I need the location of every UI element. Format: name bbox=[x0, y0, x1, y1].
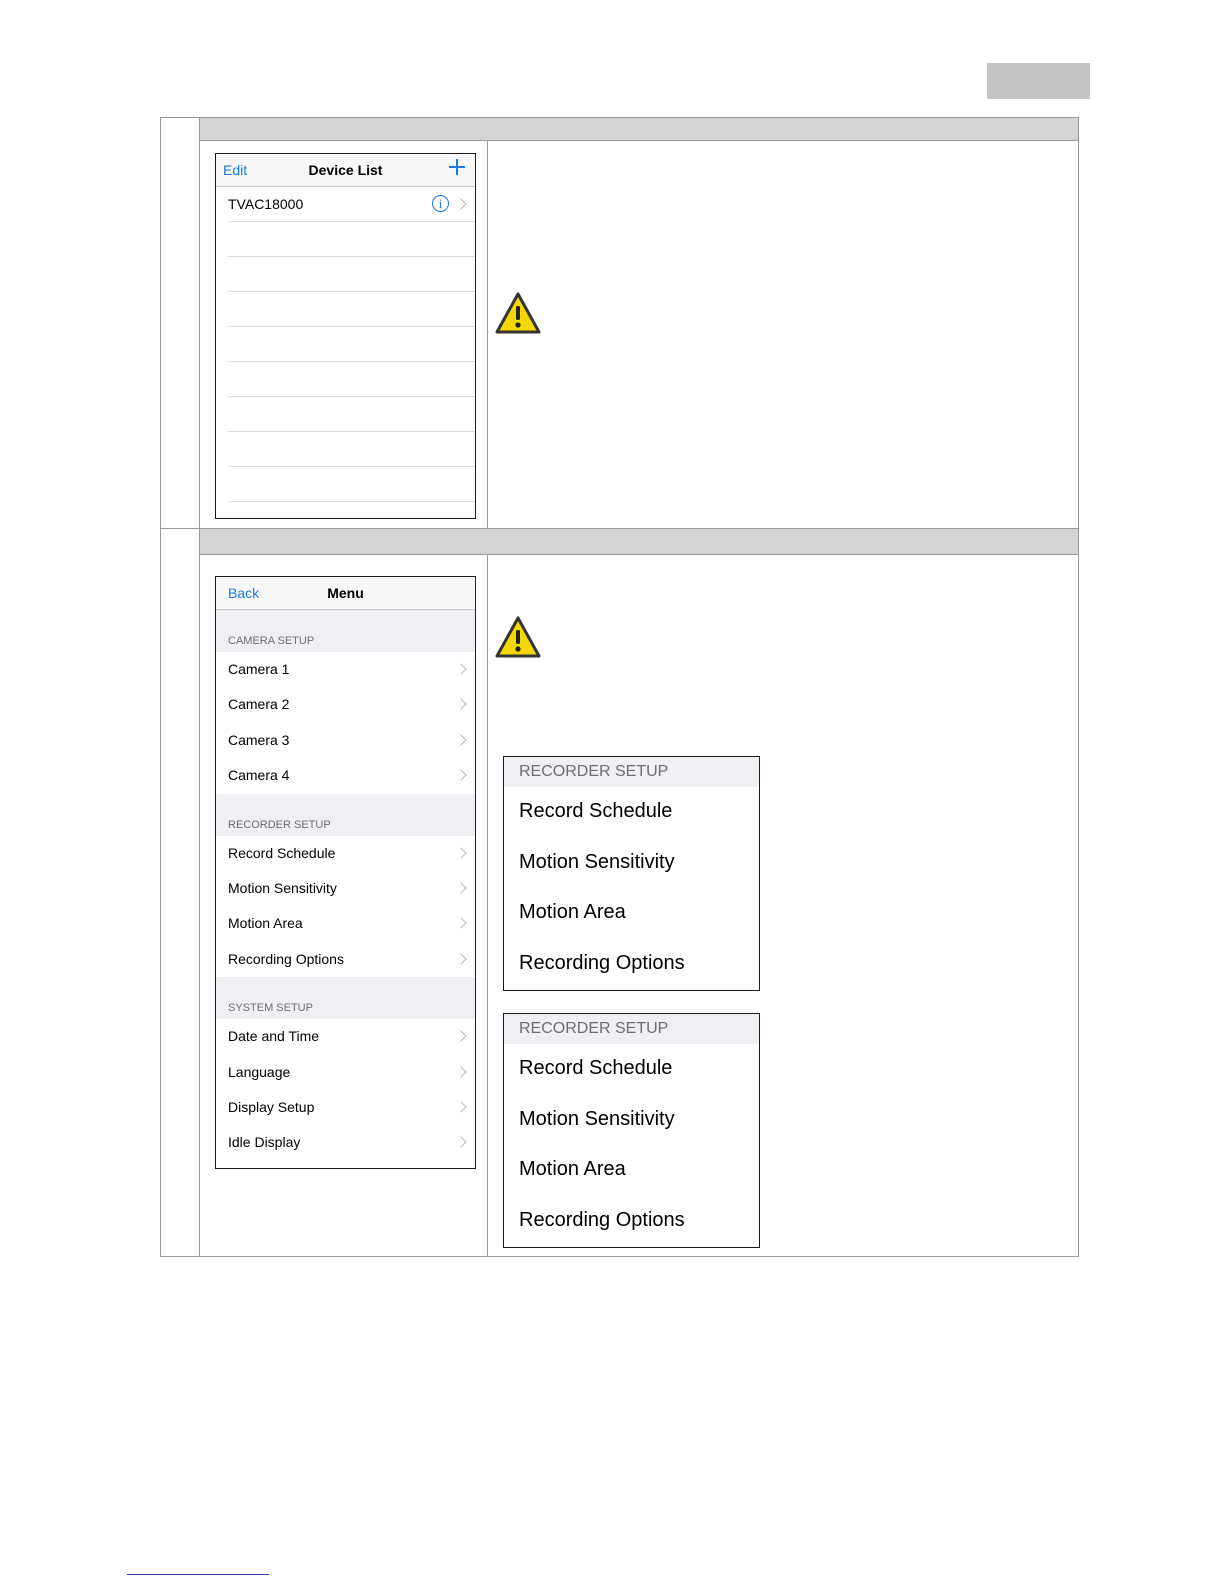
device-list-title: Device List bbox=[308, 162, 383, 178]
menu-title: Menu bbox=[327, 585, 364, 601]
device-list bbox=[216, 187, 475, 502]
footer-link-line bbox=[127, 1574, 269, 1575]
menu-item-label: Idle Display bbox=[228, 1134, 301, 1151]
menu-item-motion-sensitivity[interactable]: Motion Sensitivity bbox=[519, 850, 675, 873]
row-1-header-band bbox=[199, 118, 1078, 140]
info-icon[interactable]: i bbox=[432, 195, 449, 212]
chevron-right-icon bbox=[455, 770, 466, 781]
empty-device-row bbox=[228, 362, 475, 397]
chevron-right-icon bbox=[455, 1137, 466, 1148]
empty-device-row bbox=[228, 292, 475, 327]
menu-item-label: Recording Options bbox=[228, 950, 344, 967]
menu-item-label: Date and Time bbox=[228, 1028, 320, 1045]
section-header-camera-setup bbox=[216, 610, 475, 652]
menu-item-date-and-time[interactable] bbox=[216, 1019, 475, 1054]
section-header: RECORDER SETUP bbox=[504, 757, 759, 787]
menu-item-record-schedule[interactable]: Record Schedule bbox=[519, 800, 673, 822]
menu-item-record-schedule[interactable] bbox=[216, 836, 475, 871]
empty-device-row bbox=[228, 432, 475, 467]
menu-item-camera-2[interactable] bbox=[216, 687, 475, 722]
menu-item-camera-3[interactable] bbox=[216, 723, 475, 758]
chevron-right-icon bbox=[455, 1030, 466, 1041]
menu-item-record-schedule[interactable]: Record Schedule bbox=[519, 1057, 673, 1079]
empty-device-row bbox=[228, 257, 475, 292]
menu-item-label: Display Setup bbox=[228, 1098, 315, 1115]
chevron-right-icon bbox=[455, 882, 466, 893]
menu-item-label: Camera 4 bbox=[228, 767, 290, 784]
menu-item-motion-area[interactable]: Motion Area bbox=[519, 1158, 626, 1181]
menu-item-label: Language bbox=[228, 1063, 291, 1080]
menu-item-recording-options[interactable] bbox=[216, 942, 475, 977]
chevron-right-icon bbox=[455, 699, 466, 710]
section-header-system-setup bbox=[216, 977, 475, 1019]
empty-device-row bbox=[228, 327, 475, 362]
chevron-right-icon bbox=[455, 734, 466, 745]
menu-item-label: Camera 1 bbox=[228, 661, 290, 677]
menu-item-motion-area[interactable]: Motion Area bbox=[519, 901, 626, 924]
empty-device-row bbox=[228, 397, 475, 432]
menu-item-label: Camera 2 bbox=[228, 696, 290, 713]
menu-item-display-setup[interactable] bbox=[216, 1090, 475, 1125]
menu-item-motion-area[interactable] bbox=[216, 906, 475, 941]
plus-icon[interactable] bbox=[449, 159, 465, 175]
empty-device-row bbox=[228, 467, 475, 502]
chevron-right-icon bbox=[455, 198, 466, 209]
section-header-label: CAMERA SETUP bbox=[228, 635, 315, 647]
section-header-label: SYSTEM SETUP bbox=[228, 1002, 313, 1015]
menu-nav-bar bbox=[216, 577, 475, 610]
recorder-setup-panel-1 bbox=[503, 756, 760, 991]
recorder-setup-panel-2 bbox=[503, 1013, 760, 1248]
menu-item-recording-options[interactable]: Recording Options bbox=[519, 1208, 685, 1231]
row-2-header-band bbox=[199, 529, 1078, 554]
section-header-recorder-setup bbox=[216, 794, 475, 836]
menu-item-motion-sensitivity[interactable]: Motion Sensitivity bbox=[519, 1107, 675, 1130]
menu-item-camera-4[interactable] bbox=[216, 758, 475, 793]
chevron-right-icon bbox=[455, 847, 466, 858]
device-list-nav-bar bbox=[216, 154, 475, 187]
menu-item-motion-sensitivity[interactable] bbox=[216, 871, 475, 906]
page-number-tab bbox=[987, 63, 1090, 99]
menu-screen bbox=[215, 576, 476, 1169]
section-header-label: RECORDER SETUP bbox=[228, 818, 331, 831]
device-list-screen bbox=[215, 153, 476, 519]
back-button[interactable]: Back bbox=[228, 585, 260, 601]
menu-item-label: Camera 3 bbox=[228, 731, 290, 748]
empty-device-row bbox=[228, 222, 475, 257]
device-row[interactable] bbox=[228, 187, 475, 222]
chevron-right-icon bbox=[455, 918, 466, 929]
chevron-right-icon bbox=[455, 663, 466, 674]
section-header: RECORDER SETUP bbox=[504, 1014, 759, 1044]
menu-item-camera-1[interactable] bbox=[216, 652, 475, 687]
device-name: TVAC18000 bbox=[228, 196, 304, 212]
chevron-right-icon bbox=[455, 953, 466, 964]
menu-item-label: Record Schedule bbox=[228, 844, 336, 861]
chevron-right-icon bbox=[455, 1101, 466, 1112]
menu-item-idle-display[interactable] bbox=[216, 1125, 475, 1160]
warning-icon bbox=[494, 615, 542, 659]
menu-item-label: Motion Area bbox=[228, 915, 303, 932]
warning-icon bbox=[494, 291, 542, 335]
menu-list bbox=[216, 610, 475, 1161]
menu-item-language[interactable] bbox=[216, 1055, 475, 1090]
menu-item-recording-options[interactable]: Recording Options bbox=[519, 951, 685, 974]
edit-button[interactable]: Edit bbox=[223, 162, 248, 178]
chevron-right-icon bbox=[455, 1066, 466, 1077]
menu-item-label: Motion Sensitivity bbox=[228, 879, 337, 896]
